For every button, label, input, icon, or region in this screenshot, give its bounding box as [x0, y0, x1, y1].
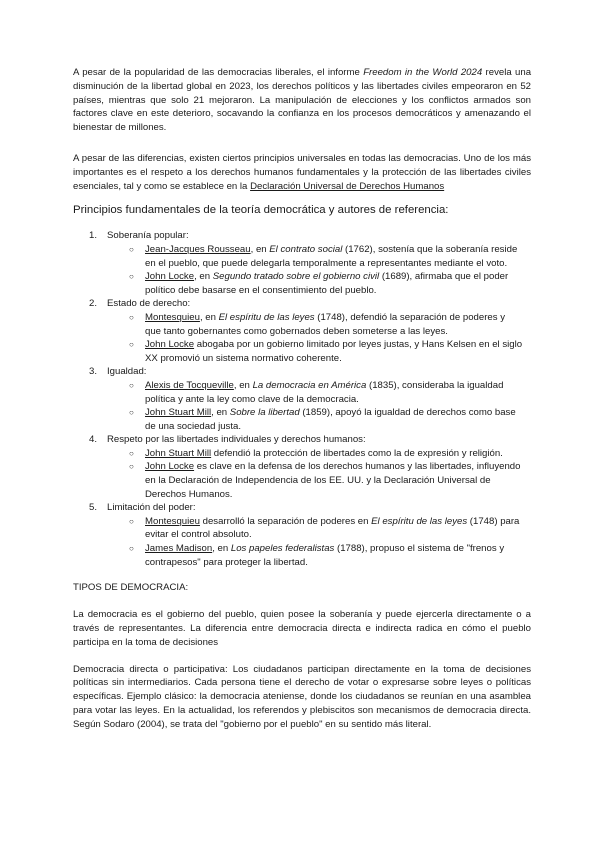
- principle-item: [73, 433, 531, 501]
- work-title: Segundo tratado sobre el gobierno civil: [212, 271, 380, 283]
- author-link[interactable]: John Stuart Mill: [145, 447, 212, 459]
- report-title: Freedom in the World 2024: [363, 67, 483, 78]
- author-entry: ○ Montesquieu desarrolló la separación de poderes en El espíritu de las leyes (1748) para evitar el control absoluto.: [129, 515, 520, 541]
- author-entry: ○ John Locke abogaba por un gobierno limitado por leyes justas, y Hans Kelsen en el siglo XX promovió un sistema normativo coherente.: [129, 339, 523, 364]
- author-entry: ○ John Stuart Mill defendió la protección de libertades como la de expresión y religión.: [129, 447, 503, 459]
- circle-bullet-icon: ○: [129, 408, 134, 418]
- circle-bullet-icon: ○: [129, 462, 134, 472]
- author-entry: ○ Jean-Jacques Rousseau, en El contrato social (1762), sostenía que la soberanía reside en el pueblo, que puede delegarla temporalmente a representantes mediante el voto.: [129, 243, 518, 269]
- author-entry: ○ John Stuart Mill, en Sobre la libertad (1859), apoyó la igualdad de derechos como base de una sociedad justa.: [129, 407, 516, 432]
- principle-number: 4.: [89, 434, 98, 446]
- author-list: [107, 243, 531, 297]
- author-link[interactable]: Montesquieu: [145, 515, 200, 527]
- circle-bullet-icon: ○: [129, 380, 134, 390]
- principle-number: 2.: [89, 298, 98, 310]
- circle-bullet-icon: ○: [129, 340, 134, 350]
- principles-heading: Principios fundamentales de la teoría democrática y autores de referencia:: [73, 204, 449, 217]
- principle-number: 3.: [89, 366, 98, 378]
- work-title: El espíritu de las leyes: [218, 311, 315, 323]
- work-title: El contrato social: [269, 243, 343, 255]
- work-title: Sobre la libertad: [229, 407, 300, 419]
- principle-item: [73, 229, 531, 297]
- types-paragraph-1: La democracia es el gobierno del pueblo, quien posee la soberanía y puede ejercerla directamente o a través de representantes. La diferencia entre democracia directa e indirecta radica en cómo el pueblo participa en la toma de decisiones: [73, 609, 531, 648]
- udhr-link[interactable]: Declaración Universal de Derechos Humanos: [250, 180, 445, 192]
- circle-bullet-icon: ○: [129, 272, 134, 282]
- author-entry: ○ Montesquieu, en El espíritu de las leyes (1748), defendió la separación de poderes y que tanto gobernantes como gobernados deben someterse a las leyes.: [129, 311, 505, 337]
- author-link[interactable]: James Madison: [145, 543, 213, 555]
- author-entry: ○ John Locke, en Segundo tratado sobre el gobierno civil (1689), afirmaba que el poder político debe basarse en el consentimiento del pueblo.: [129, 271, 509, 296]
- work-title: Los papeles federalistas: [230, 543, 335, 555]
- circle-bullet-icon: ○: [129, 516, 134, 526]
- document-page: [73, 66, 531, 732]
- author-entry: ○ Alexis de Tocqueville, en La democracia en América (1835), consideraba la igualdad política y ante la ley como clave de la democracia.: [129, 379, 504, 405]
- principle-title: Limitación del poder:: [107, 502, 196, 514]
- principle-number: 1.: [89, 230, 98, 242]
- circle-bullet-icon: ○: [129, 312, 134, 322]
- author-link[interactable]: Alexis de Tocqueville: [145, 379, 234, 391]
- circle-bullet-icon: ○: [129, 448, 134, 458]
- principles-list: [73, 229, 531, 569]
- author-link[interactable]: John Locke: [145, 271, 195, 283]
- author-link[interactable]: John Stuart Mill: [145, 407, 212, 419]
- author-entry: ○ John Locke es clave en la defensa de los derechos humanos y las libertades, influyendo en la Declaración de Independencia de los EE. UU. y la Declaración Universal de Derechos Humanos.: [129, 461, 521, 500]
- author-list: [107, 515, 531, 569]
- principle-number: 5.: [89, 502, 98, 514]
- principle-item: [73, 365, 531, 433]
- types-paragraph-2: Democracia directa o participativa: Los ciudadanos participan directamente en la toma de decisiones políticas sin intermediarios. Cada persona tiene el derecho de votar o expresarse sobre leyes o políticas específicas. Ejemplo clásico: la democracia ateniense, donde los ciudadanos se reunían en una asamblea para votar las leyes. En la actualidad, los referendos y plebiscitos son mecanismos de democracia directa. Según Sodaro (2004), se trata del "gobierno por el pueblo" en su sentido más literal.: [73, 663, 531, 730]
- author-list: [107, 379, 531, 433]
- author-link[interactable]: Jean-Jacques Rousseau: [145, 243, 251, 255]
- principle-item: [73, 501, 531, 569]
- work-title: La democracia en América: [252, 379, 367, 391]
- work-title: El espíritu de las leyes: [371, 515, 468, 527]
- circle-bullet-icon: ○: [129, 544, 134, 554]
- author-link[interactable]: Montesquieu: [145, 311, 200, 323]
- author-link[interactable]: John Locke: [145, 339, 195, 351]
- author-list: [107, 311, 531, 365]
- principle-title: Igualdad:: [107, 366, 147, 378]
- author-link[interactable]: John Locke: [145, 461, 195, 473]
- circle-bullet-icon: ○: [129, 244, 134, 254]
- types-heading: TIPOS DE DEMOCRACIA:: [73, 582, 189, 594]
- principle-title: Estado de derecho:: [107, 298, 191, 310]
- author-entry: ○ James Madison, en Los papeles federalistas (1788), propuso el sistema de "frenos y contrapesos" para proteger la libertad.: [129, 543, 505, 568]
- principle-item: [73, 297, 531, 365]
- intro-paragraph-2: A pesar de las diferencias, existen ciertos principios universales en todas las democracias. Uno de los más importantes es el respeto a los derechos humanos fundamentales y la protección de las libertades civiles esenciales, tal y como se establece en la Declaración Universal de Derechos Humanos: [73, 152, 531, 192]
- principle-title: Respeto por las libertades individuales y derechos humanos:: [107, 434, 366, 446]
- author-list: [107, 447, 531, 501]
- intro-paragraph-1: A pesar de la popularidad de las democracias liberales, el informe Freedom in the World 2024 revela una disminución de la libertad global en 2023, los derechos políticos y las libertades civiles empeoraron en 52 países, mientras que solo 21 mejoraron. La manipulación de elecciones y los conflictos armados son factores clave en este deterioro, socavando la confianza en los procesos democráticos y amenazando el bienestar de millones.: [73, 67, 532, 134]
- principle-title: Soberanía popular:: [107, 230, 189, 242]
